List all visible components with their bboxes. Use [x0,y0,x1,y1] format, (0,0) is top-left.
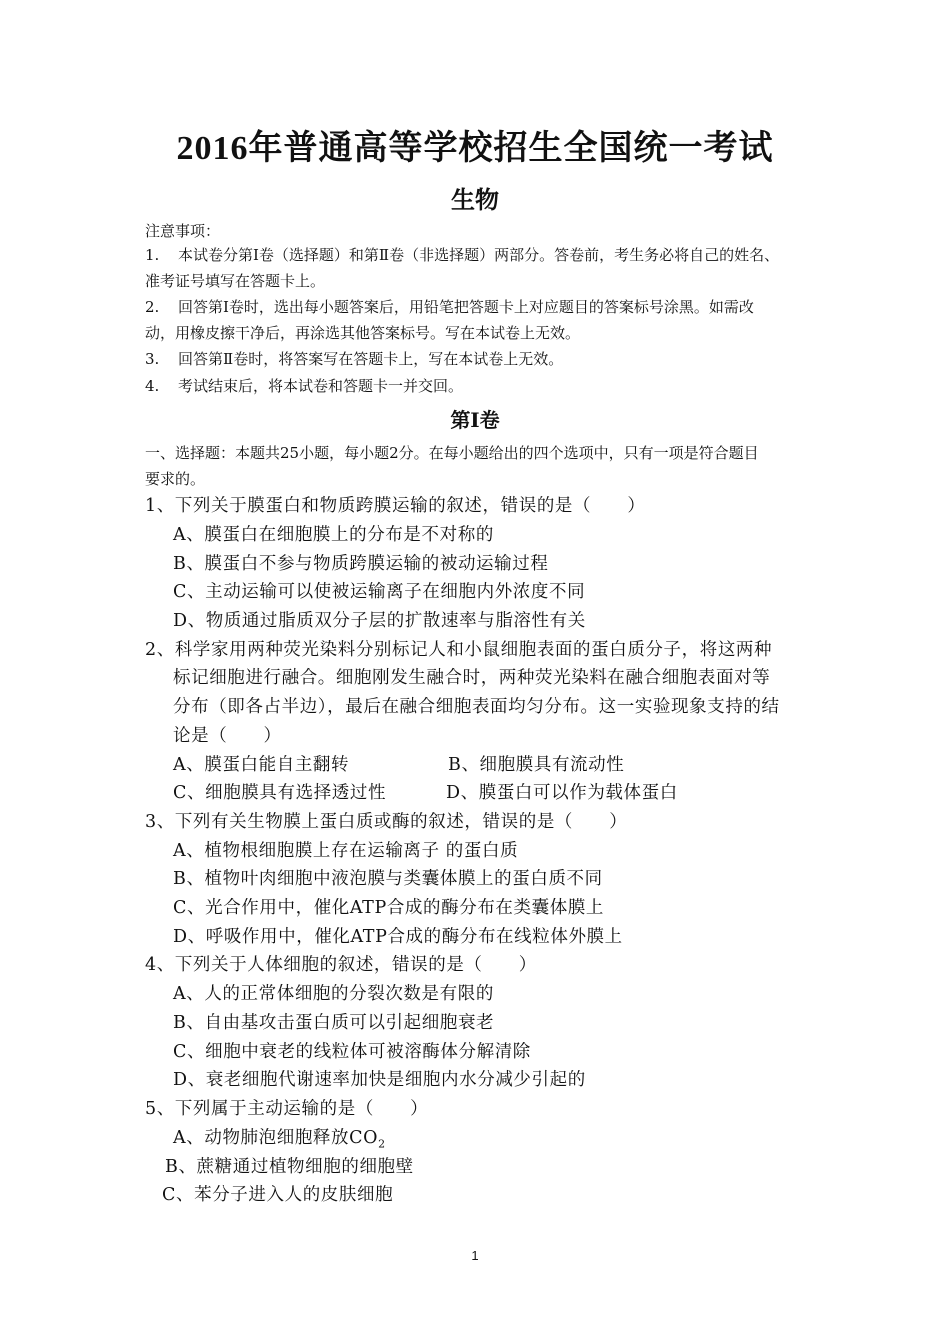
question-2-option-c: C、细胞膜具有选择透过性 [173,783,387,803]
note-text: 回答第Ⅰ卷时，选出每小题答案后，用铅笔把答题卡上对应题目的答案标号涂黑。如需改 [178,298,754,316]
exam-title: 2016年普通高等学校招生全国统一考试 [176,130,774,167]
question-2-option-a: A、膜蛋白能自主翻转 [173,755,350,775]
question-4-stem: 4、下列关于人体细胞的叙述，错误的是（ ） [145,955,537,975]
note-item [145,242,817,294]
note-item [145,294,817,346]
question-3-option-a: A、植物根细胞膜上存在运输离子 的蛋白质 [173,841,519,861]
intro-line: 一、选择题：本题共25小题，每小题2分。在每小题给出的四个选项中，只有一项是符合题目 [145,444,759,462]
question-3-stem: 3、下列有关生物膜上蛋白质或酶的叙述，错误的是（ ） [145,812,628,832]
question-5-stem: 5、下列属于主动运输的是（ ） [145,1099,429,1119]
note-text: 回答第Ⅱ卷时，将答案写在答题卡上，写在本试卷上无效。 [178,350,564,368]
question-5-option-a [173,1124,386,1151]
section-intro [145,440,815,492]
note-item [145,346,817,372]
subject-title: 生物 [451,185,499,214]
option-text: A、动物肺泡细胞释放CO [173,1128,379,1148]
question-1-option-b: B、膜蛋白不参与物质跨膜运输的被动运输过程 [173,554,549,574]
question-3-option-b: B、植物叶肉细胞中液泡膜与类囊体膜上的蛋白质不同 [173,869,603,889]
note-text: 动，用橡皮擦干净后，再涂选其他答案标号。写在本试卷上无效。 [145,324,581,342]
note-number: 2. [145,298,160,316]
subscript: 2 [378,1137,386,1151]
notes-heading: 注意事项： [145,222,221,240]
intro-line: 要求的。 [145,470,206,488]
page-number: 1 [471,1248,479,1263]
note-number: 1. [145,246,160,264]
note-text: 准考证号填写在答题卡上。 [145,272,326,290]
question-1-option-a: A、膜蛋白在细胞膜上的分布是不对称的 [173,525,494,545]
question-5-option-b: B、蔗糖通过植物细胞的细胞壁 [165,1157,414,1177]
question-3-option-c: C、光合作用中，催化ATP合成的酶分布在类囊体膜上 [173,898,605,918]
question-5-option-c: C、苯分子进入人的皮肤细胞 [162,1185,394,1205]
question-2-stem: 2、科学家用两种荧光染料分别标记人和小鼠细胞表面的蛋白质分子，将这两种 [145,640,773,660]
question-2-option-d: D、膜蛋白可以作为载体蛋白 [446,783,678,803]
question-1-option-c: C、主动运输可以使被运输离子在细胞内外浓度不同 [173,582,586,602]
note-number: 3. [145,350,160,368]
note-item [145,373,817,399]
question-2-option-b: B、细胞膜具有流动性 [448,755,625,775]
question-3-option-d: D、呼吸作用中，催化ATP合成的酶分布在线粒体外膜上 [173,927,623,947]
section-title: 第Ⅰ卷 [450,408,500,432]
question-2-stem-line: 分布（即各占半边），最后在融合细胞表面均匀分布。这一实验现象支持的结 [173,697,780,717]
question-1-option-d: D、物质通过脂质双分子层的扩散速率与脂溶性有关 [173,611,586,631]
note-text: 考试结束后，将本试卷和答题卡一并交回。 [178,377,464,395]
question-2-stem-line: 标记细胞进行融合。细胞刚发生融合时，两种荧光染料在融合细胞表面对等 [173,668,771,688]
question-1-stem: 1、下列关于膜蛋白和物质跨膜运输的叙述，错误的是（ ） [145,496,646,516]
question-4-option-d: D、衰老细胞代谢速率加快是细胞内水分减少引起的 [173,1070,586,1090]
note-number: 4. [145,377,160,395]
question-2-stem-line: 论是（ ） [173,726,282,746]
question-4-option-b: B、自由基攻击蛋白质可以引起细胞衰老 [173,1013,495,1033]
question-4-option-a: A、人的正常体细胞的分裂次数是有限的 [173,984,494,1004]
question-4-option-c: C、细胞中衰老的线粒体可被溶酶体分解清除 [173,1042,531,1062]
note-text: 本试卷分第Ⅰ卷（选择题）和第Ⅱ卷（非选择题）两部分。答卷前，考生务必将自己的姓名、 [178,246,780,264]
